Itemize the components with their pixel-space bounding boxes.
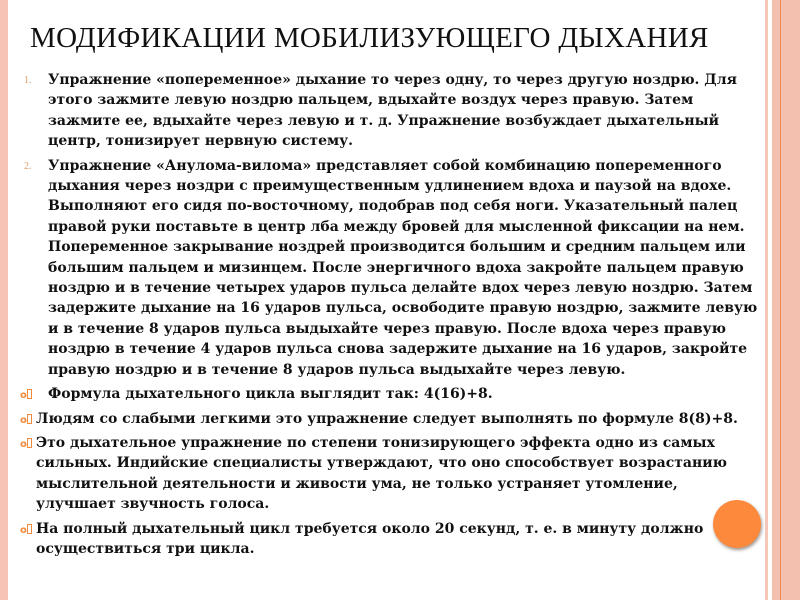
- item-number: 1.: [24, 75, 32, 86]
- bullet-icon: o: [20, 386, 32, 406]
- left-decorative-stripe: [0, 0, 8, 600]
- item-text: Формула дыхательного цикла выглядит так: 4(16)+8.: [48, 386, 493, 403]
- slide-body: [20, 70, 760, 563]
- bullet-item-formula: [20, 384, 760, 404]
- bullet-icon: o: [20, 521, 32, 541]
- item-text: Людям со слабыми легкими это упражнение следует выполнять по формуле 8(8)+8.: [36, 410, 738, 427]
- item-text: Упражнение «Анулома-вилома» представляет собой комбинацию попеременного дыхания через ноздри с преимущественным удлинением вдоха и паузой на вдохе. Выполняют его сидя по-восточному, подобрав под себя ноги. Указательный палец правой руки поставьте в центр лба между бровей для мысленной фиксации на нем. Попеременное закрывание ноздрей производится большим и средним пальцем или большим пальцем и мизинцем. После энергичного вдоха закройте пальцем правую ноздрю и в течение четырех ударов пульса делайте вдох через левую ноздрю. Затем задержите дыхание на 16 ударов пульса, освободите правую ноздрю, зажмите левую и в течение 8 ударов пульса выдыхайте через правую. После вдоха через правую ноздрю в течение 4 ударов пульса снова задержите дыхание на 16 ударов, закройте правую ноздрю и в течение 8 ударов пульса выдыхайте через левую.: [48, 157, 758, 378]
- bullet-item-cycle-time: [20, 519, 760, 560]
- numbered-item-2: [20, 156, 760, 380]
- item-text: Упражнение «попеременное» дыхание то через одну, то через другую ноздрю. Для этого зажмите левую ноздрю пальцем, вдыхайте воздух через правую. Затем зажмите ее, вдыхайте через левую и т. д. Упражнение возбуждает дыхательный центр, тонизирует нервную систему.: [48, 72, 737, 150]
- item-number: 2.: [24, 160, 32, 172]
- right-thin-stripe: [765, 0, 768, 600]
- slide-title: МОДИФИКАЦИИ МОБИЛИЗУЮЩЕГО ДЫХАНИЯ: [30, 22, 709, 54]
- right-accent-line: [780, 0, 781, 600]
- bullet-icon: o: [20, 435, 32, 455]
- right-decorative-band: [772, 0, 800, 600]
- numbered-item-1: [20, 70, 760, 152]
- item-text: На полный дыхательный цикл требуется около 20 секунд, т. е. в минуту должно осуществиться три цикла.: [36, 520, 704, 557]
- item-text: Это дыхательное упражнение по степени тонизирующего эффекта одно из самых сильных. Индийские специалисты утверждают, что оно способствует возрастанию мыслительной деятельности и живости ума, не только устраняет утомление, улучшает звучность голоса.: [36, 434, 727, 513]
- bullet-icon: o: [20, 411, 32, 431]
- bullet-item-weak-lungs: [20, 409, 760, 429]
- bullet-item-effect: [20, 433, 760, 515]
- orange-circle-decoration: [713, 500, 761, 548]
